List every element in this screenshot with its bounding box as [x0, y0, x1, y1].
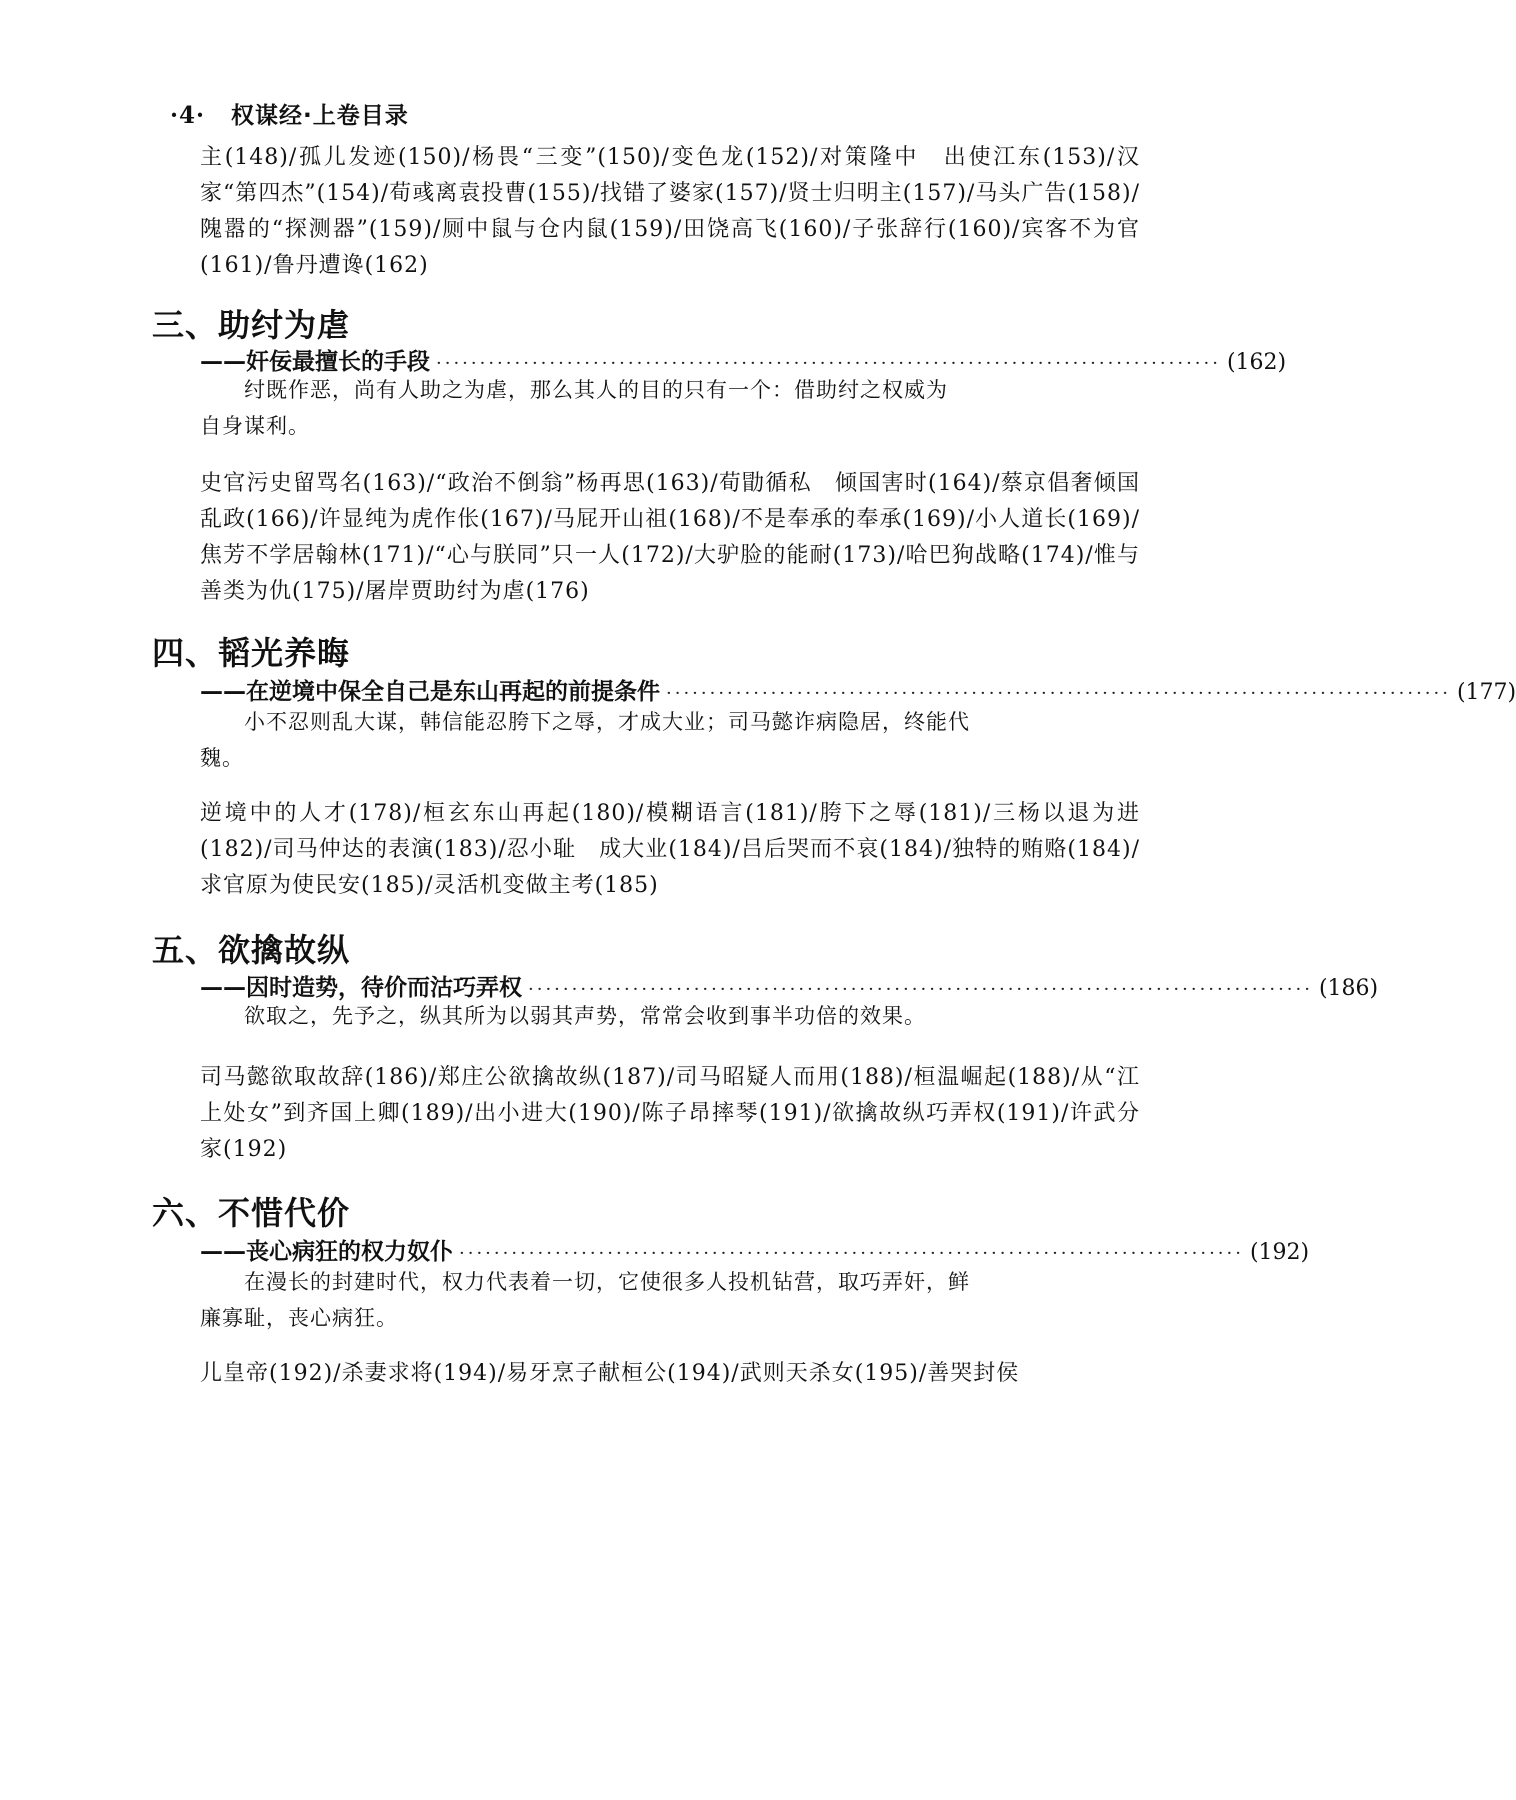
section-summary [200, 1264, 1060, 1336]
dot-leader: ·························································································· [436, 353, 1221, 374]
section-summary [200, 998, 1060, 1034]
continued-entries: 主(148)/孤儿发迹(150)/杨畏“三变”(150)/变色龙(152)/对策隆中 出使江东(153)/汉家“第四杰”(154)/荀彧离袁投曹(155)/找错了婆家(157)/贤士归明主(157)/马头广告(158)/隗嚣的“探测器”(159)/厕中鼠与仓内鼠(159)/田饶高飞(160)/子张辞行(160)/宾客不为官(161)/鲁丹遭谗(162) [200, 145, 1140, 278]
section-summary [200, 372, 1060, 444]
section-page-ref: (162) [1226, 350, 1287, 375]
section-title: 四、韬光养晦 [152, 634, 351, 672]
section-title: 三、助纣为虐 [152, 306, 351, 344]
section-subtitle: ——丧心病狂的权力奴仆 [200, 1239, 453, 1265]
section-entries: 史官污史留骂名(163)/“政治不倒翁”杨再思(163)/荀勖循私 倾国害时(164)/蔡京倡奢倾国乱政(166)/许显纯为虎作伥(167)/马屁开山祖(168)/不是奉承的奉承(169)/小人道长(169)/焦芳不学居翰林(171)/“心与朕同”只一人(172)/大驴脸的能耐(173)/哈巴狗战略(174)/惟与善类为仇(175)/屠岸贾助纣为虐(176) [200, 471, 1140, 604]
dot-leader: ·························································································· [666, 683, 1451, 704]
section-subtitle: ——在逆境中保全自己是东山再起的前提条件 [200, 679, 660, 705]
section-summary [200, 704, 1060, 776]
summary-line: 魏。 [200, 746, 244, 770]
summary-line: 小不忍则乱大谋，韩信能忍胯下之辱，才成大业；司马懿诈病隐居，终能代 [244, 710, 970, 734]
dot-leader: ·························································································· [528, 979, 1313, 1000]
toc-entry[interactable] [200, 673, 1516, 706]
section-subtitle: ——因时造势，待价而沽巧弄权 [200, 975, 522, 1001]
summary-line: 欲取之，先予之，纵其所为以弱其声势，常常会收到事半功倍的效果。 [244, 1004, 926, 1028]
running-head [170, 97, 409, 130]
section-page-ref: (192) [1249, 1240, 1310, 1265]
summary-line: 纣既作恶，尚有人助之为虐，那么其人的目的只有一个：借助纣之权威为 [244, 378, 948, 402]
section-title: 五、欲擒故纵 [152, 931, 351, 969]
section-page-ref: (186) [1318, 976, 1379, 1001]
section-entries: 逆境中的人才(178)/桓玄东山再起(180)/模糊语言(181)/胯下之辱(181)/三杨以退为进(182)/司马仲达的表演(183)/忍小耻 成大业(184)/吕后哭而不哀(184)/独特的贿赂(184)/求官原为使民安(185)/灵活机变做主考(185) [200, 801, 1140, 898]
running-title: 权谋经·上卷目录 [231, 103, 409, 129]
section-entries: 儿皇帝(192)/杀妻求将(194)/易牙烹子献桓公(194)/武则天杀女(195)/善哭封侯 [200, 1361, 1020, 1386]
page-number: ·4· [170, 102, 206, 129]
summary-line: 在漫长的封建时代，权力代表着一切，它使很多人投机钻营，取巧弄奸，鲜 [244, 1270, 970, 1294]
dot-leader: ·························································································· [459, 1243, 1244, 1264]
summary-line: 自身谋利。 [200, 414, 310, 438]
summary-line: 廉寡耻，丧心病狂。 [200, 1306, 398, 1330]
section-page-ref: (177) [1456, 680, 1516, 705]
section-subtitle: ——奸佞最擅长的手段 [200, 349, 430, 375]
section-entries: 司马懿欲取故辞(186)/郑庄公欲擒故纵(187)/司马昭疑人而用(188)/桓温崛起(188)/从“江上处女”到齐国上卿(189)/出小进大(190)/陈子昂摔琴(191)/欲擒故纵巧弄权(191)/许武分家(192) [200, 1065, 1140, 1162]
section-title: 六、不惜代价 [152, 1194, 351, 1232]
toc-entry[interactable] [200, 1233, 1310, 1266]
